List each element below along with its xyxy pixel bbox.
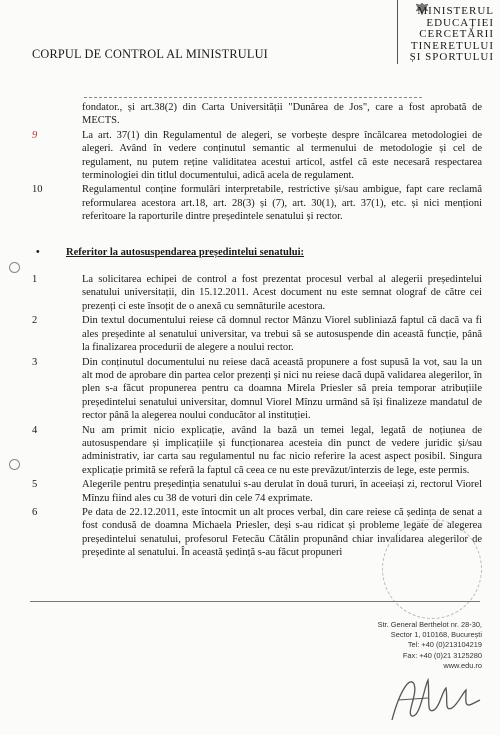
ministry-name-block xyxy=(397,0,494,64)
official-stamp xyxy=(382,519,482,619)
control-body-title: CORPUL DE CONTROL AL MINISTRULUI xyxy=(32,47,268,61)
list-item xyxy=(30,478,482,505)
item-number: 9 xyxy=(32,129,38,141)
ministry-line: EDUCAȚIEI xyxy=(426,16,494,29)
ministry-line: TINERETULUI xyxy=(410,39,494,52)
list-item xyxy=(30,424,482,478)
item-text: Nu am primit nicio explicație, având la bază un temei legal, legată de noțiunea de autosuspendare și implicațiile și funcționarea acesteia din punct de vedere juridic și/sau administrativ, iar carta sau regulamentul nu fac nicio referire la acest aspect posibil. Singura explicație primită se referă la faptul că ceea ce nu este prevăzut/interzis de lege, este permis. xyxy=(82,424,482,476)
punch-hole xyxy=(9,459,20,470)
item-text: La solicitarea echipei de control a fost prezentat procesul verbal al alegerii președintelui senatului universitații, din 15.12.2011. Acest document nu este semnat olograf de către cei prezenți ci este însoțit de o anexă cu semnăturile acestora. xyxy=(82,274,482,312)
list-item xyxy=(30,356,482,423)
header-divider xyxy=(84,97,422,98)
item-number: 4 xyxy=(32,424,38,436)
section-heading xyxy=(30,246,482,259)
ministry-line: CERCETĂRII xyxy=(419,28,494,41)
item-number: 6 xyxy=(32,506,38,518)
item-number: 5 xyxy=(32,479,38,491)
section-title: Referitor la autosuspendarea președintelui senatului: xyxy=(66,246,305,258)
ministry-line: MINISTERUL xyxy=(417,5,494,17)
item-number: 3 xyxy=(32,356,38,368)
item-number: 10 xyxy=(32,184,43,196)
list-item xyxy=(30,273,482,313)
item-text: Din conținutul documentului nu reiese dacă această propunere a fost supusă la vot, sau la un alt mod de aprobare din partea celor prezenți și nici nu reiese dacă după validarea alegerilor, în plen s-a făcut propunerea pentru ca doamna Mirela Priesler să preia temporar atribuțiile președintelui senatului universitar, domnul Viorel Mînzu urmând să își finalizeze mandatul de rector până la alegerea noului conducător al instituției. xyxy=(82,356,482,422)
handwritten-signature xyxy=(388,670,484,728)
address-sector: Sector 1, 010168, București xyxy=(390,630,482,640)
address-website: www.edu.ro xyxy=(443,660,482,670)
list-item xyxy=(30,314,482,354)
item-text: Din textul documentului reiese că domnul rector Mânzu Viorel subliniază faptul că dacă va fi ales președinte al senatului universitar, va trebui să se autosuspende din această funcție, până la finalizarea procedurii de alegere a noului rector. xyxy=(82,315,482,354)
item-text: Regulamentul conține formulări interpretabile, restrictive și/sau ambigue, fapt care reclamă reformularea acestora art.18, art. 28(3) și (7), art. 30(1), art. 37(1), etc. și nici menționi referitoare la raporturile dintre președintele senatului și rector. xyxy=(82,184,482,223)
list-item xyxy=(30,129,482,183)
item-number: 1 xyxy=(32,274,38,286)
item-text: Pe data de 22.12.2011, este întocmit un alt proces verbal, din care reiese că ședința de senat a fost condusă de doamna Michaela Priesler, deși s-au ridicat și probleme legate de alegerea președintelui senatului, profesorul Fetecău Cătălin propunând chiar invalidarea alegerilor de președinte al senatului. În această ședință s-au făcut propuneri xyxy=(82,506,482,559)
ministry-address xyxy=(378,620,482,671)
address-fax: Fax: +40 (0)21 3125280 xyxy=(402,650,482,660)
ministry-line: ȘI SPORTULUI xyxy=(409,51,494,64)
list-item xyxy=(30,183,482,223)
item-text: La art. 37(1) din Regulamentul de alegeri, se vorbește despre încălcarea metodologiei de alegeri. Având în vedere conținutul semantic al termenului de metodologie și cel de regulament, nu putem reține validitatea acestui articol, astfel că este necesară respectarea terminologiei din titlul documentului, adică acela de regulament. xyxy=(82,129,482,182)
item-text: Alegerile pentru președinția senatului s-au derulat în două tururi, în aceeiași zi, rectorul Viorel Mînzu fiind ales cu 38 de voturi din cele 74 exprimate. xyxy=(82,479,482,504)
document-body xyxy=(30,101,482,560)
section-bullet: • xyxy=(36,246,40,258)
item-number: 2 xyxy=(32,315,38,327)
address-street: Str. General Berthelot nr. 28-30, xyxy=(377,620,482,629)
address-phone: Tel: +40 (0)213104219 xyxy=(407,640,482,650)
punch-hole xyxy=(9,262,20,273)
footer-divider xyxy=(30,601,480,602)
continuation-paragraph: fondator., și art.38(2) din Carta Universității "Dunărea de Jos", care a fost aprobată de MECTS. xyxy=(82,102,482,127)
